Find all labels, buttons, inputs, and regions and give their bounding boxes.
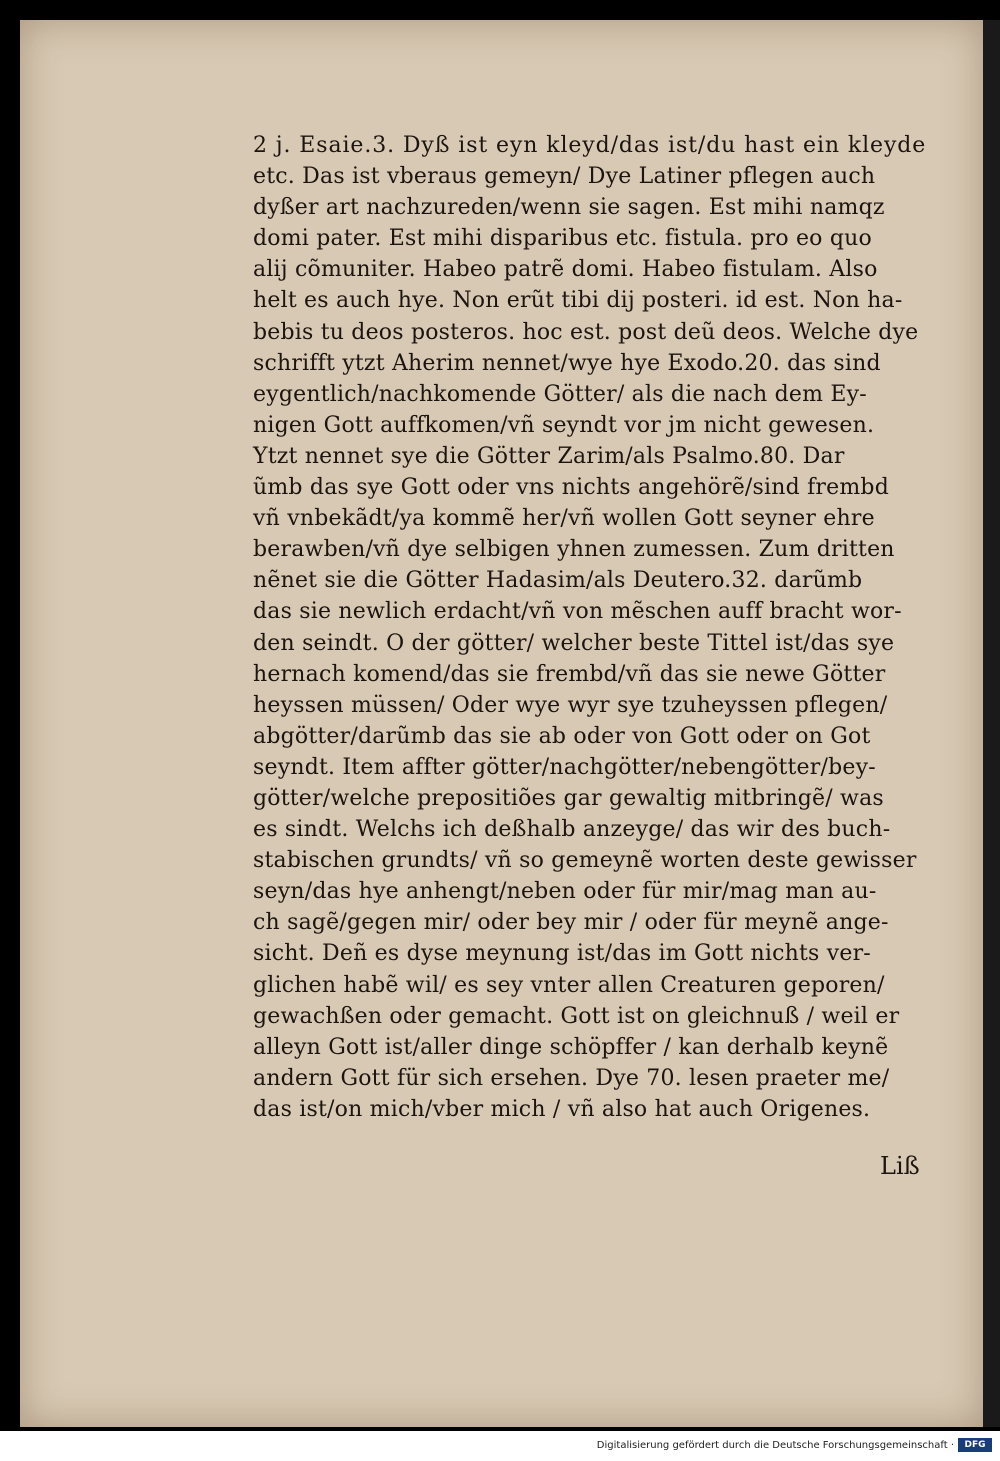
body-text [253,130,948,1125]
text-line: heyssen müssen/ Oder wye wyr sye tzuheyssen pflegen/ [253,692,888,718]
text-line: das sie newlich erdacht/vñ von mẽschen auff bracht wor- [253,599,902,625]
text-line: berawben/vñ dye selbigen yhnen zumessen. Zum dritten [253,537,895,563]
text-line: helt es auch hye. Non erũt tibi dij posteri. id est. Non ha- [253,288,903,314]
text-line: alij cõmuniter. Habeo patrẽ domi. Habeo fistulam. Also [253,257,878,283]
funding-note: Digitalisierung gefördert durch die Deutsche Forschungsgemeinschaft · [596,1440,954,1451]
text-line: schrifft ytzt Aherim nennet/wye hye Exodo.20. das sind [253,350,881,376]
text-line: das ist/on mich/vber mich / vñ also hat auch Origenes. [253,1096,871,1122]
text-line: stabischen grundts/ vñ so gemeynẽ worten deste gewisser [253,848,917,874]
text-line: nigen Gott auffkomen/vñ seyndt vor jm nicht gewesen. [253,412,875,438]
text-line: ch sagẽ/gegen mir/ oder bey mir / oder für meynẽ ange- [253,910,889,936]
text-line: andern Gott für sich ersehen. Dye 70. lesen praeter me/ [253,1065,890,1091]
text-line: alleyn Gott ist/aller dinge schöpffer / kan derhalb keynẽ [253,1034,889,1060]
text-line: seyndt. Item affter götter/nachgötter/nebengötter/bey- [253,754,876,780]
text-line: seyn/das hye anhengt/neben oder für mir/mag man au- [253,879,877,905]
text-line: götter/welche prepositiões gar gewaltig mitbringẽ/ was [253,785,884,811]
text-line: domi pater. Est mihi disparibus etc. fistula. pro eo quo [253,226,872,252]
text-line: es sindt. Welchs ich deßhalb anzeyge/ das wir des buch- [253,817,891,843]
footer-bar [0,1431,1000,1461]
text-line: hernach komend/das sie frembd/vñ das sie newe Götter [253,661,886,687]
text-line: vñ vnbekãdt/ya kommẽ her/vñ wollen Gott seyner ehre [253,506,875,532]
text-line: Ytzt nennet sye die Götter Zarim/als Psalmo.80. Dar [253,443,845,469]
text-line: ũmb das sye Gott oder vns nichts angehörẽ/sind frembd [253,475,889,501]
text-line: sicht. Deñ es dyse meynung ist/das im Gott nichts ver- [253,941,871,967]
text-line: den seindt. O der götter/ welcher beste Tittel ist/das sye [253,630,895,656]
text-line: bebis tu deos posteros. hoc est. post deũ deos. Welche dye [253,319,919,345]
text-line: gewachßen oder gemacht. Gott ist on gleichnuß / weil er [253,1003,900,1029]
text-line: dyßer art nachzureden/wenn sie sagen. Est mihi namqz [253,195,885,221]
text-line: abgötter/darũmb das sie ab oder von Gott oder on Got [253,723,871,749]
text-line: eygentlich/nachkomende Götter/ als die nach dem Ey- [253,381,867,407]
dfg-logo: DFG [958,1438,992,1452]
text-line: etc. Das ist vberaus gemeyn/ Dye Latiner pflegen auch [253,164,876,190]
text-line: nẽnet sie die Götter Hadasim/als Deutero.32. darũmb [253,568,863,594]
catchword: Liß [880,1152,920,1180]
text-line: glichen habẽ wil/ es sey vnter allen Creaturen geporen/ [253,972,885,998]
page-edge [983,20,1000,1427]
text-line: 2 j. Esaie.3. Dyß ist eyn kleyd/das ist/du hast ein kleyde [253,133,927,158]
